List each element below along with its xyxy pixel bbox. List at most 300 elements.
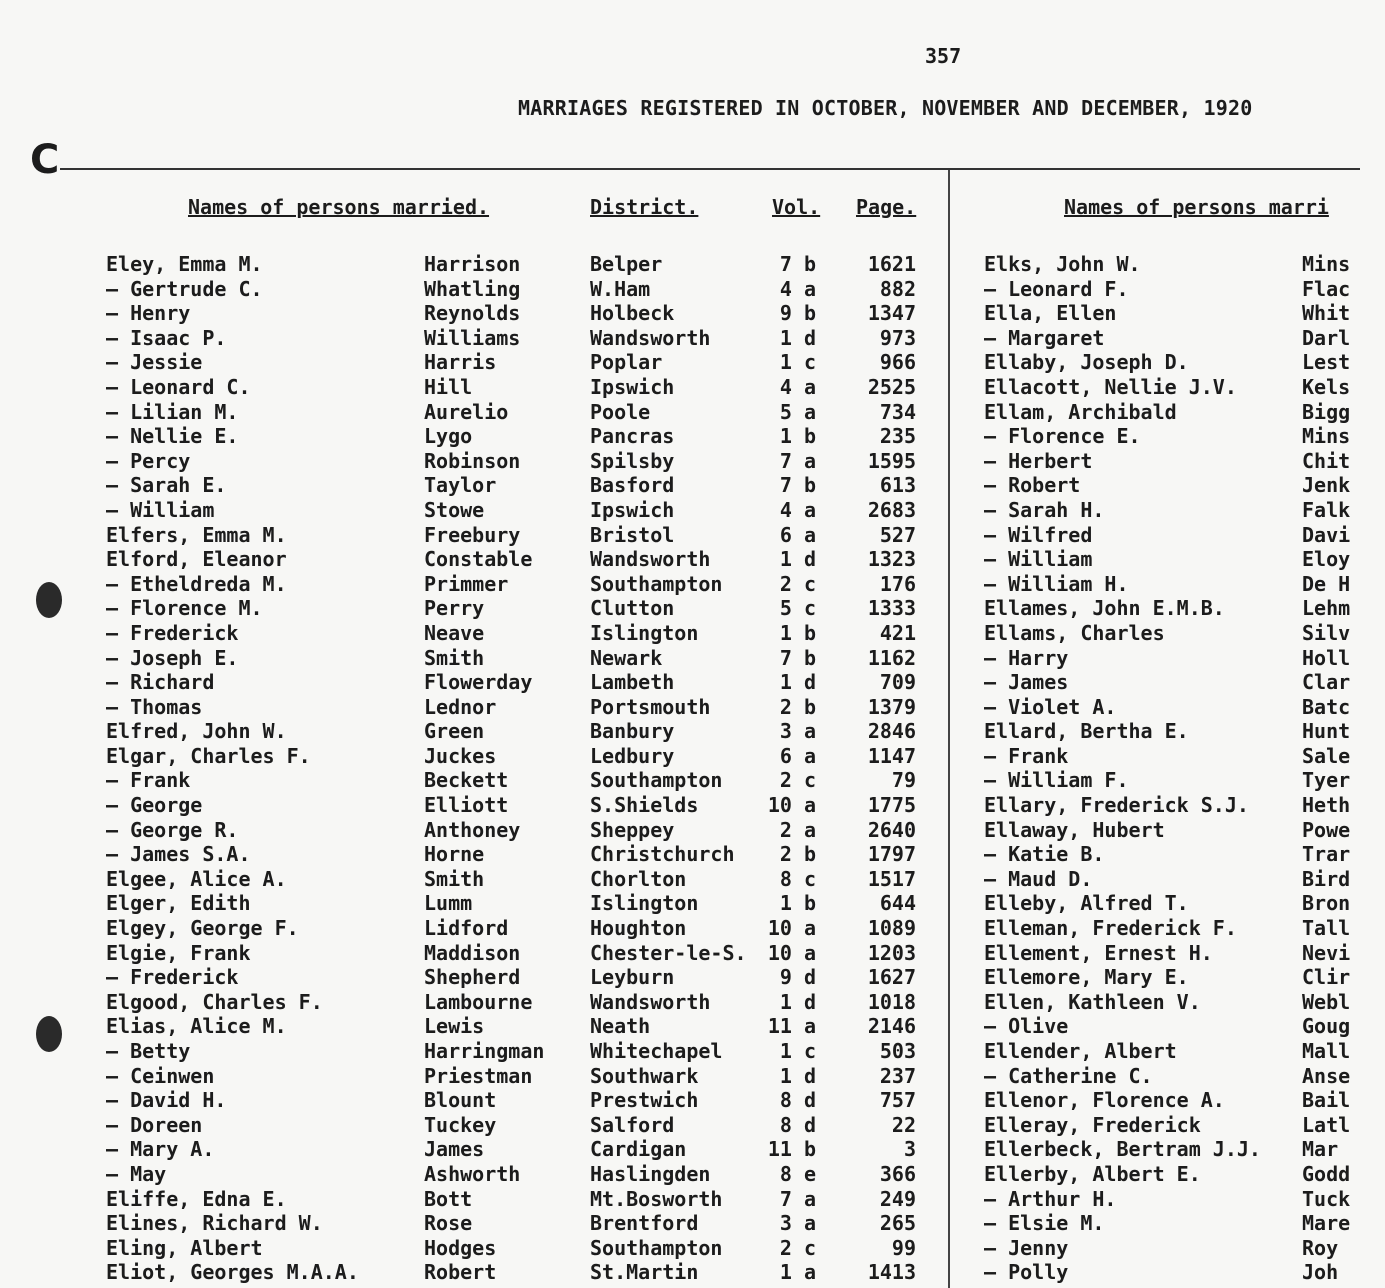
- register-row: [984, 670, 1359, 695]
- entry-spouse-surname: Darl: [1302, 325, 1351, 350]
- entry-spouse-surname: Reynolds: [424, 301, 521, 326]
- entry-name: Elines, Richard W.: [106, 1211, 323, 1236]
- entry-name: — William F.: [984, 768, 1129, 793]
- entry-name: — Jessie: [106, 350, 203, 375]
- entry-spouse-surname: Jenk: [1302, 473, 1351, 498]
- entry-volume: 1 d: [779, 1063, 816, 1088]
- entry-spouse-surname: Rose: [424, 1211, 473, 1236]
- entry-name: Ellard, Bertha E.: [984, 719, 1189, 744]
- entry-spouse-surname: Webl: [1302, 989, 1351, 1014]
- entry-name: — Sarah E.: [106, 473, 227, 498]
- entry-spouse-surname: Clir: [1302, 965, 1351, 990]
- register-row: [984, 375, 1359, 400]
- register-row: [984, 990, 1359, 1015]
- entry-district: W.Ham: [590, 276, 651, 301]
- register-row: [984, 793, 1359, 818]
- entry-page: 1797: [867, 842, 916, 867]
- register-row: [984, 744, 1359, 769]
- entry-spouse-surname: Ashworth: [424, 1161, 521, 1186]
- register-row: [984, 1211, 1359, 1236]
- entry-page: 882: [879, 276, 916, 301]
- entry-district: Wandsworth: [590, 547, 711, 572]
- register-row: [984, 1088, 1359, 1113]
- entry-name: — Frederick: [106, 965, 239, 990]
- entry-spouse-surname: Heth: [1302, 793, 1351, 818]
- entry-volume: 8 d: [779, 1088, 816, 1113]
- entry-spouse-surname: Goug: [1302, 1014, 1351, 1039]
- entry-spouse-surname: Robert: [424, 1260, 497, 1285]
- entry-district: Cardigan: [590, 1137, 687, 1162]
- entry-spouse-surname: Nevi: [1302, 940, 1351, 965]
- entry-district: Basford: [590, 473, 675, 498]
- binding-hole-mark: C: [30, 137, 60, 183]
- register-row: [984, 768, 1359, 793]
- entry-spouse-surname: Harrison: [424, 252, 521, 276]
- right-register-column-clip: [984, 252, 1359, 1288]
- entry-district: Islington: [590, 620, 699, 645]
- entry-spouse-surname: Stowe: [424, 497, 485, 522]
- entry-name: — Florence M.: [106, 596, 263, 621]
- entry-name: Elgar, Charles F.: [106, 743, 311, 768]
- entry-name: — Percy: [106, 448, 191, 473]
- entry-spouse-surname: Williams: [424, 325, 521, 350]
- entry-name: — Leonard F.: [984, 276, 1129, 301]
- entry-name: — Richard: [106, 670, 215, 695]
- entry-spouse-surname: Bron: [1302, 891, 1351, 916]
- register-row: [984, 695, 1359, 720]
- entry-volume: 4 a: [779, 276, 816, 301]
- entry-spouse-surname: Horne: [424, 842, 485, 867]
- register-row: [984, 547, 1359, 572]
- entry-spouse-surname: Mins: [1302, 424, 1351, 449]
- entry-district: Holbeck: [590, 301, 675, 326]
- entry-page: 503: [879, 1039, 916, 1063]
- entry-page: 2640: [867, 817, 916, 842]
- entry-spouse-surname: Blount: [424, 1088, 497, 1113]
- entry-volume: 5 c: [779, 596, 816, 621]
- entry-name: — Gertrude C.: [106, 276, 263, 301]
- entry-spouse-surname: Falk: [1302, 497, 1351, 522]
- entry-spouse-surname: Maddison: [424, 940, 521, 965]
- entry-spouse-surname: Freebury: [424, 522, 521, 547]
- entry-volume: 11 b: [767, 1137, 816, 1162]
- entry-page: 366: [879, 1161, 916, 1186]
- entry-district: Brentford: [590, 1211, 699, 1236]
- entry-volume: 1 d: [779, 989, 816, 1014]
- entry-name: — William: [984, 547, 1093, 572]
- entry-spouse-surname: Anse: [1302, 1063, 1351, 1088]
- entry-name: Elks, John W.: [984, 252, 1141, 276]
- entry-name: — Herbert: [984, 448, 1093, 473]
- entry-name: Ellender, Albert: [984, 1039, 1177, 1063]
- register-row: [984, 941, 1359, 966]
- entry-name: — Leonard C.: [106, 374, 251, 399]
- entry-page: 966: [879, 350, 916, 375]
- entry-district: Ipswich: [590, 374, 675, 399]
- entry-page: 1323: [867, 547, 916, 572]
- entry-name: Ellen, Kathleen V.: [984, 989, 1201, 1014]
- entry-spouse-surname: Mar: [1302, 1137, 1339, 1162]
- entry-district: St.Martin: [590, 1260, 699, 1285]
- entry-volume: 1 d: [779, 670, 816, 695]
- entry-volume: 8 d: [779, 1112, 816, 1137]
- entry-spouse-surname: Taylor: [424, 473, 497, 498]
- entry-name: — Frank: [984, 743, 1069, 768]
- entry-district: Newark: [590, 645, 663, 670]
- register-row: [984, 1187, 1359, 1212]
- entry-name: — James S.A.: [106, 842, 251, 867]
- entry-volume: 5 a: [779, 399, 816, 424]
- entry-spouse-surname: Whit: [1302, 301, 1351, 326]
- entry-district: Chester-le-S.: [590, 940, 747, 965]
- entry-volume: 11 a: [767, 1014, 816, 1039]
- entry-volume: 1 b: [779, 891, 816, 916]
- entry-district: Whitechapel: [590, 1039, 723, 1063]
- entry-page: 1089: [867, 916, 916, 941]
- entry-district: Ipswich: [590, 497, 675, 522]
- entry-spouse-surname: Chit: [1302, 448, 1351, 473]
- entry-name: Elleray, Frederick: [984, 1112, 1201, 1137]
- entry-name: — James: [984, 670, 1069, 695]
- register-row: [984, 719, 1359, 744]
- entry-name: — Elsie M.: [984, 1211, 1105, 1236]
- register-row: [984, 916, 1359, 941]
- entry-name: Eling, Albert: [106, 1235, 263, 1260]
- entry-volume: 7 b: [779, 645, 816, 670]
- register-row: [984, 621, 1359, 646]
- entry-page: 1775: [867, 793, 916, 818]
- entry-district: Salford: [590, 1112, 675, 1137]
- entry-name: — Robert: [984, 473, 1081, 498]
- entry-name: Eley, Emma M.: [106, 252, 263, 276]
- entry-name: — Polly: [984, 1260, 1069, 1285]
- entry-volume: 4 a: [779, 374, 816, 399]
- entry-name: Elgey, George F.: [106, 916, 299, 941]
- entry-spouse-surname: Latl: [1302, 1112, 1351, 1137]
- entry-name: Elgie, Frank: [106, 940, 251, 965]
- entry-name: Ellam, Archibald: [984, 399, 1177, 424]
- entry-name: — Arthur H.: [984, 1186, 1117, 1211]
- entry-district: Southampton: [590, 571, 723, 596]
- entry-volume: 1 d: [779, 547, 816, 572]
- entry-name: Ellenor, Florence A.: [984, 1088, 1225, 1113]
- entry-volume: 1 c: [779, 1039, 816, 1063]
- page-number: 357: [925, 44, 962, 68]
- entry-district: Mt.Bosworth: [590, 1186, 723, 1211]
- entry-spouse-surname: Hodges: [424, 1235, 497, 1260]
- register-row: [984, 252, 1359, 277]
- entry-page: 1517: [867, 866, 916, 891]
- entry-name: Ellemore, Mary E.: [984, 965, 1189, 990]
- entry-district: Haslingden: [590, 1161, 711, 1186]
- entry-name: Ellerby, Albert E.: [984, 1161, 1201, 1186]
- entry-spouse-surname: Priestman: [424, 1063, 533, 1088]
- entry-spouse-surname: Harringman: [424, 1039, 545, 1063]
- entry-name: — Harry: [984, 645, 1069, 670]
- entry-volume: 4 a: [779, 497, 816, 522]
- register-row: [984, 891, 1359, 916]
- entry-district: Pancras: [590, 424, 675, 449]
- entry-district: Clutton: [590, 596, 675, 621]
- entry-volume: 9 b: [779, 301, 816, 326]
- entry-spouse-surname: Robinson: [424, 448, 521, 473]
- entry-name: — Sarah H.: [984, 497, 1105, 522]
- register-row: [984, 572, 1359, 597]
- entry-name: Ellams, Charles: [984, 620, 1165, 645]
- entry-district: Southampton: [590, 768, 723, 793]
- entry-spouse-surname: Tuckey: [424, 1112, 497, 1137]
- entry-spouse-surname: Lygo: [424, 424, 473, 449]
- register-row: [984, 818, 1359, 843]
- entry-district: Neath: [590, 1014, 651, 1039]
- entry-spouse-surname: Whatling: [424, 276, 521, 301]
- register-row: [984, 1260, 1359, 1285]
- entry-spouse-surname: Trar: [1302, 842, 1351, 867]
- binding-hole: [36, 582, 62, 618]
- entry-spouse-surname: James: [424, 1137, 485, 1162]
- entry-spouse-surname: Bird: [1302, 866, 1351, 891]
- entry-name: Eliffe, Edna E.: [106, 1186, 287, 1211]
- entry-name: — David H.: [106, 1088, 227, 1113]
- entry-spouse-surname: Tuck: [1302, 1186, 1351, 1211]
- entry-volume: 8 c: [779, 866, 816, 891]
- entry-name: — Maud D.: [984, 866, 1093, 891]
- entry-spouse-surname: Godd: [1302, 1161, 1351, 1186]
- register-row: [984, 1162, 1359, 1187]
- entry-name: — Mary A.: [106, 1137, 215, 1162]
- entry-name: Elford, Eleanor: [106, 547, 287, 572]
- entry-spouse-surname: Clar: [1302, 670, 1351, 695]
- entry-name: — Violet A.: [984, 694, 1117, 719]
- right-register-column: [984, 252, 1359, 1285]
- entry-volume: 3 a: [779, 719, 816, 744]
- entry-spouse-surname: Mare: [1302, 1211, 1351, 1236]
- entry-name: — Joseph E.: [106, 645, 239, 670]
- register-row: [984, 424, 1359, 449]
- entry-volume: 7 a: [779, 448, 816, 473]
- header-names: Names of persons married.: [188, 195, 490, 219]
- entry-spouse-surname: Green: [424, 719, 485, 744]
- entry-name: Ellaby, Joseph D.: [984, 350, 1189, 375]
- entry-name: — George: [106, 793, 203, 818]
- entry-spouse-surname: Lednor: [424, 694, 497, 719]
- entry-name: — George R.: [106, 817, 239, 842]
- entry-name: — Henry: [106, 301, 191, 326]
- entry-page: 1147: [867, 743, 916, 768]
- entry-spouse-surname: Eloy: [1302, 547, 1351, 572]
- register-row: [984, 1064, 1359, 1089]
- entry-district: Poplar: [590, 350, 663, 375]
- entry-name: — Ceinwen: [106, 1063, 215, 1088]
- entry-name: Elias, Alice M.: [106, 1014, 287, 1039]
- register-row: [984, 1014, 1359, 1039]
- entry-district: Poole: [590, 399, 651, 424]
- entry-spouse-surname: Joh: [1302, 1260, 1339, 1285]
- entry-spouse-surname: Anthoney: [424, 817, 521, 842]
- entry-volume: 1 b: [779, 620, 816, 645]
- entry-page: 176: [879, 571, 916, 596]
- entry-volume: 1 d: [779, 325, 816, 350]
- entry-name: Ellames, John E.M.B.: [984, 596, 1225, 621]
- entry-spouse-surname: Mall: [1302, 1039, 1351, 1063]
- entry-volume: 6 a: [779, 743, 816, 768]
- entry-district: Spilsby: [590, 448, 675, 473]
- entry-spouse-surname: Elliott: [424, 793, 509, 818]
- entry-page: 1333: [867, 596, 916, 621]
- entry-name: Ellaway, Hubert: [984, 817, 1165, 842]
- entry-volume: 7 b: [779, 252, 816, 276]
- entry-name: Elleman, Frederick F.: [984, 916, 1237, 941]
- entry-district: Banbury: [590, 719, 675, 744]
- entry-name: — Frederick: [106, 620, 239, 645]
- entry-name: — May: [106, 1161, 167, 1186]
- column-divider: [948, 170, 950, 1288]
- entry-spouse-surname: Harris: [424, 350, 497, 375]
- entry-volume: 8 e: [779, 1161, 816, 1186]
- entry-district: Lambeth: [590, 670, 675, 695]
- entry-page: 1347: [867, 301, 916, 326]
- entry-volume: 1 b: [779, 424, 816, 449]
- entry-spouse-surname: Tyer: [1302, 768, 1351, 793]
- entry-name: — Betty: [106, 1039, 191, 1063]
- entry-spouse-surname: Perry: [424, 596, 485, 621]
- register-row: [984, 498, 1359, 523]
- entry-page: 235: [879, 424, 916, 449]
- entry-name: — Olive: [984, 1014, 1069, 1039]
- register-row: [984, 400, 1359, 425]
- entry-name: — Katie B.: [984, 842, 1105, 867]
- entry-district: Southampton: [590, 1235, 723, 1260]
- header-district: District.: [590, 195, 699, 219]
- entry-volume: 2 c: [779, 571, 816, 596]
- entry-page: 2846: [867, 719, 916, 744]
- entry-spouse-surname: Silv: [1302, 620, 1351, 645]
- entry-name: — Florence E.: [984, 424, 1141, 449]
- entry-spouse-surname: Lewis: [424, 1014, 485, 1039]
- entry-page: 99: [891, 1235, 916, 1260]
- entry-page: 1621: [867, 252, 916, 276]
- entry-page: 1018: [867, 989, 916, 1014]
- entry-district: Islington: [590, 891, 699, 916]
- entry-spouse-surname: Kels: [1302, 374, 1351, 399]
- entry-page: 1627: [867, 965, 916, 990]
- entry-volume: 6 a: [779, 522, 816, 547]
- entry-spouse-surname: Smith: [424, 866, 485, 891]
- entry-volume: 2 c: [779, 768, 816, 793]
- entry-name: Ellary, Frederick S.J.: [984, 793, 1249, 818]
- entry-spouse-surname: Aurelio: [424, 399, 509, 424]
- entry-page: 1379: [867, 694, 916, 719]
- entry-name: — William H.: [984, 571, 1129, 596]
- entry-page: 1162: [867, 645, 916, 670]
- entry-spouse-surname: Flowerday: [424, 670, 533, 695]
- entry-page: 613: [879, 473, 916, 498]
- register-row: [984, 301, 1359, 326]
- entry-name: — William: [106, 497, 215, 522]
- entry-spouse-surname: Hunt: [1302, 719, 1351, 744]
- entry-spouse-surname: Roy: [1302, 1235, 1339, 1260]
- entry-spouse-surname: Lehm: [1302, 596, 1351, 621]
- entry-spouse-surname: Lidford: [424, 916, 509, 941]
- entry-district: Ledbury: [590, 743, 675, 768]
- entry-volume: 2 b: [779, 694, 816, 719]
- entry-spouse-surname: Powe: [1302, 817, 1351, 842]
- register-row: [984, 646, 1359, 671]
- entry-page: 249: [879, 1186, 916, 1211]
- entry-page: 527: [879, 522, 916, 547]
- entry-district: Prestwich: [590, 1088, 699, 1113]
- register-row: [984, 326, 1359, 351]
- entry-spouse-surname: Davi: [1302, 522, 1351, 547]
- register-row: [984, 1113, 1359, 1138]
- entry-spouse-surname: Bail: [1302, 1088, 1351, 1113]
- register-row: [984, 523, 1359, 548]
- entry-district: Leyburn: [590, 965, 675, 990]
- entry-name: — Frank: [106, 768, 191, 793]
- register-row: [984, 1236, 1359, 1261]
- register-row: [984, 1039, 1359, 1064]
- entry-volume: 10 a: [767, 940, 816, 965]
- entry-volume: 2 a: [779, 817, 816, 842]
- entry-spouse-surname: Bigg: [1302, 399, 1351, 424]
- register-row: [984, 965, 1359, 990]
- entry-name: — Jenny: [984, 1235, 1069, 1260]
- header-vol: Vol.: [772, 195, 821, 219]
- entry-name: Eliot, Georges M.A.A.: [106, 1260, 359, 1285]
- entry-page: 1413: [867, 1260, 916, 1285]
- entry-spouse-surname: Constable: [424, 547, 533, 572]
- entry-volume: 7 b: [779, 473, 816, 498]
- entry-page: 237: [879, 1063, 916, 1088]
- register-row: [984, 867, 1359, 892]
- entry-page: 265: [879, 1211, 916, 1236]
- entry-spouse-surname: Neave: [424, 620, 485, 645]
- entry-district: Sheppey: [590, 817, 675, 842]
- entry-spouse-surname: Lambourne: [424, 989, 533, 1014]
- entry-name: Ella, Ellen: [984, 301, 1117, 326]
- register-row: [984, 449, 1359, 474]
- entry-name: — Wilfred: [984, 522, 1093, 547]
- entry-spouse-surname: Batc: [1302, 694, 1351, 719]
- entry-district: Bristol: [590, 522, 675, 547]
- entry-page: 1595: [867, 448, 916, 473]
- entry-name: Elfers, Emma M.: [106, 522, 287, 547]
- entry-page: 2146: [867, 1014, 916, 1039]
- entry-volume: 7 a: [779, 1186, 816, 1211]
- entry-district: Wandsworth: [590, 989, 711, 1014]
- entry-volume: 9 d: [779, 965, 816, 990]
- entry-spouse-surname: Sale: [1302, 743, 1351, 768]
- entry-name: Ellement, Ernest H.: [984, 940, 1213, 965]
- entry-spouse-surname: Bott: [424, 1186, 473, 1211]
- entry-name: Elleby, Alfred T.: [984, 891, 1189, 916]
- entry-spouse-surname: Mins: [1302, 252, 1351, 276]
- entry-district: Houghton: [590, 916, 687, 941]
- entry-page: 421: [879, 620, 916, 645]
- entry-name: Elfred, John W.: [106, 719, 287, 744]
- entry-district: Portsmouth: [590, 694, 711, 719]
- entry-page: 757: [879, 1088, 916, 1113]
- page-title: MARRIAGES REGISTERED IN OCTOBER, NOVEMBER AND DECEMBER, 1920: [518, 96, 1253, 120]
- entry-name: Elgood, Charles F.: [106, 989, 323, 1014]
- entry-district: Belper: [590, 252, 663, 276]
- header-page: Page.: [856, 195, 917, 219]
- entry-spouse-surname: De H: [1302, 571, 1351, 596]
- entry-spouse-surname: Smith: [424, 645, 485, 670]
- entry-district: Christchurch: [590, 842, 735, 867]
- register-row: [984, 277, 1359, 302]
- register-row: [984, 596, 1359, 621]
